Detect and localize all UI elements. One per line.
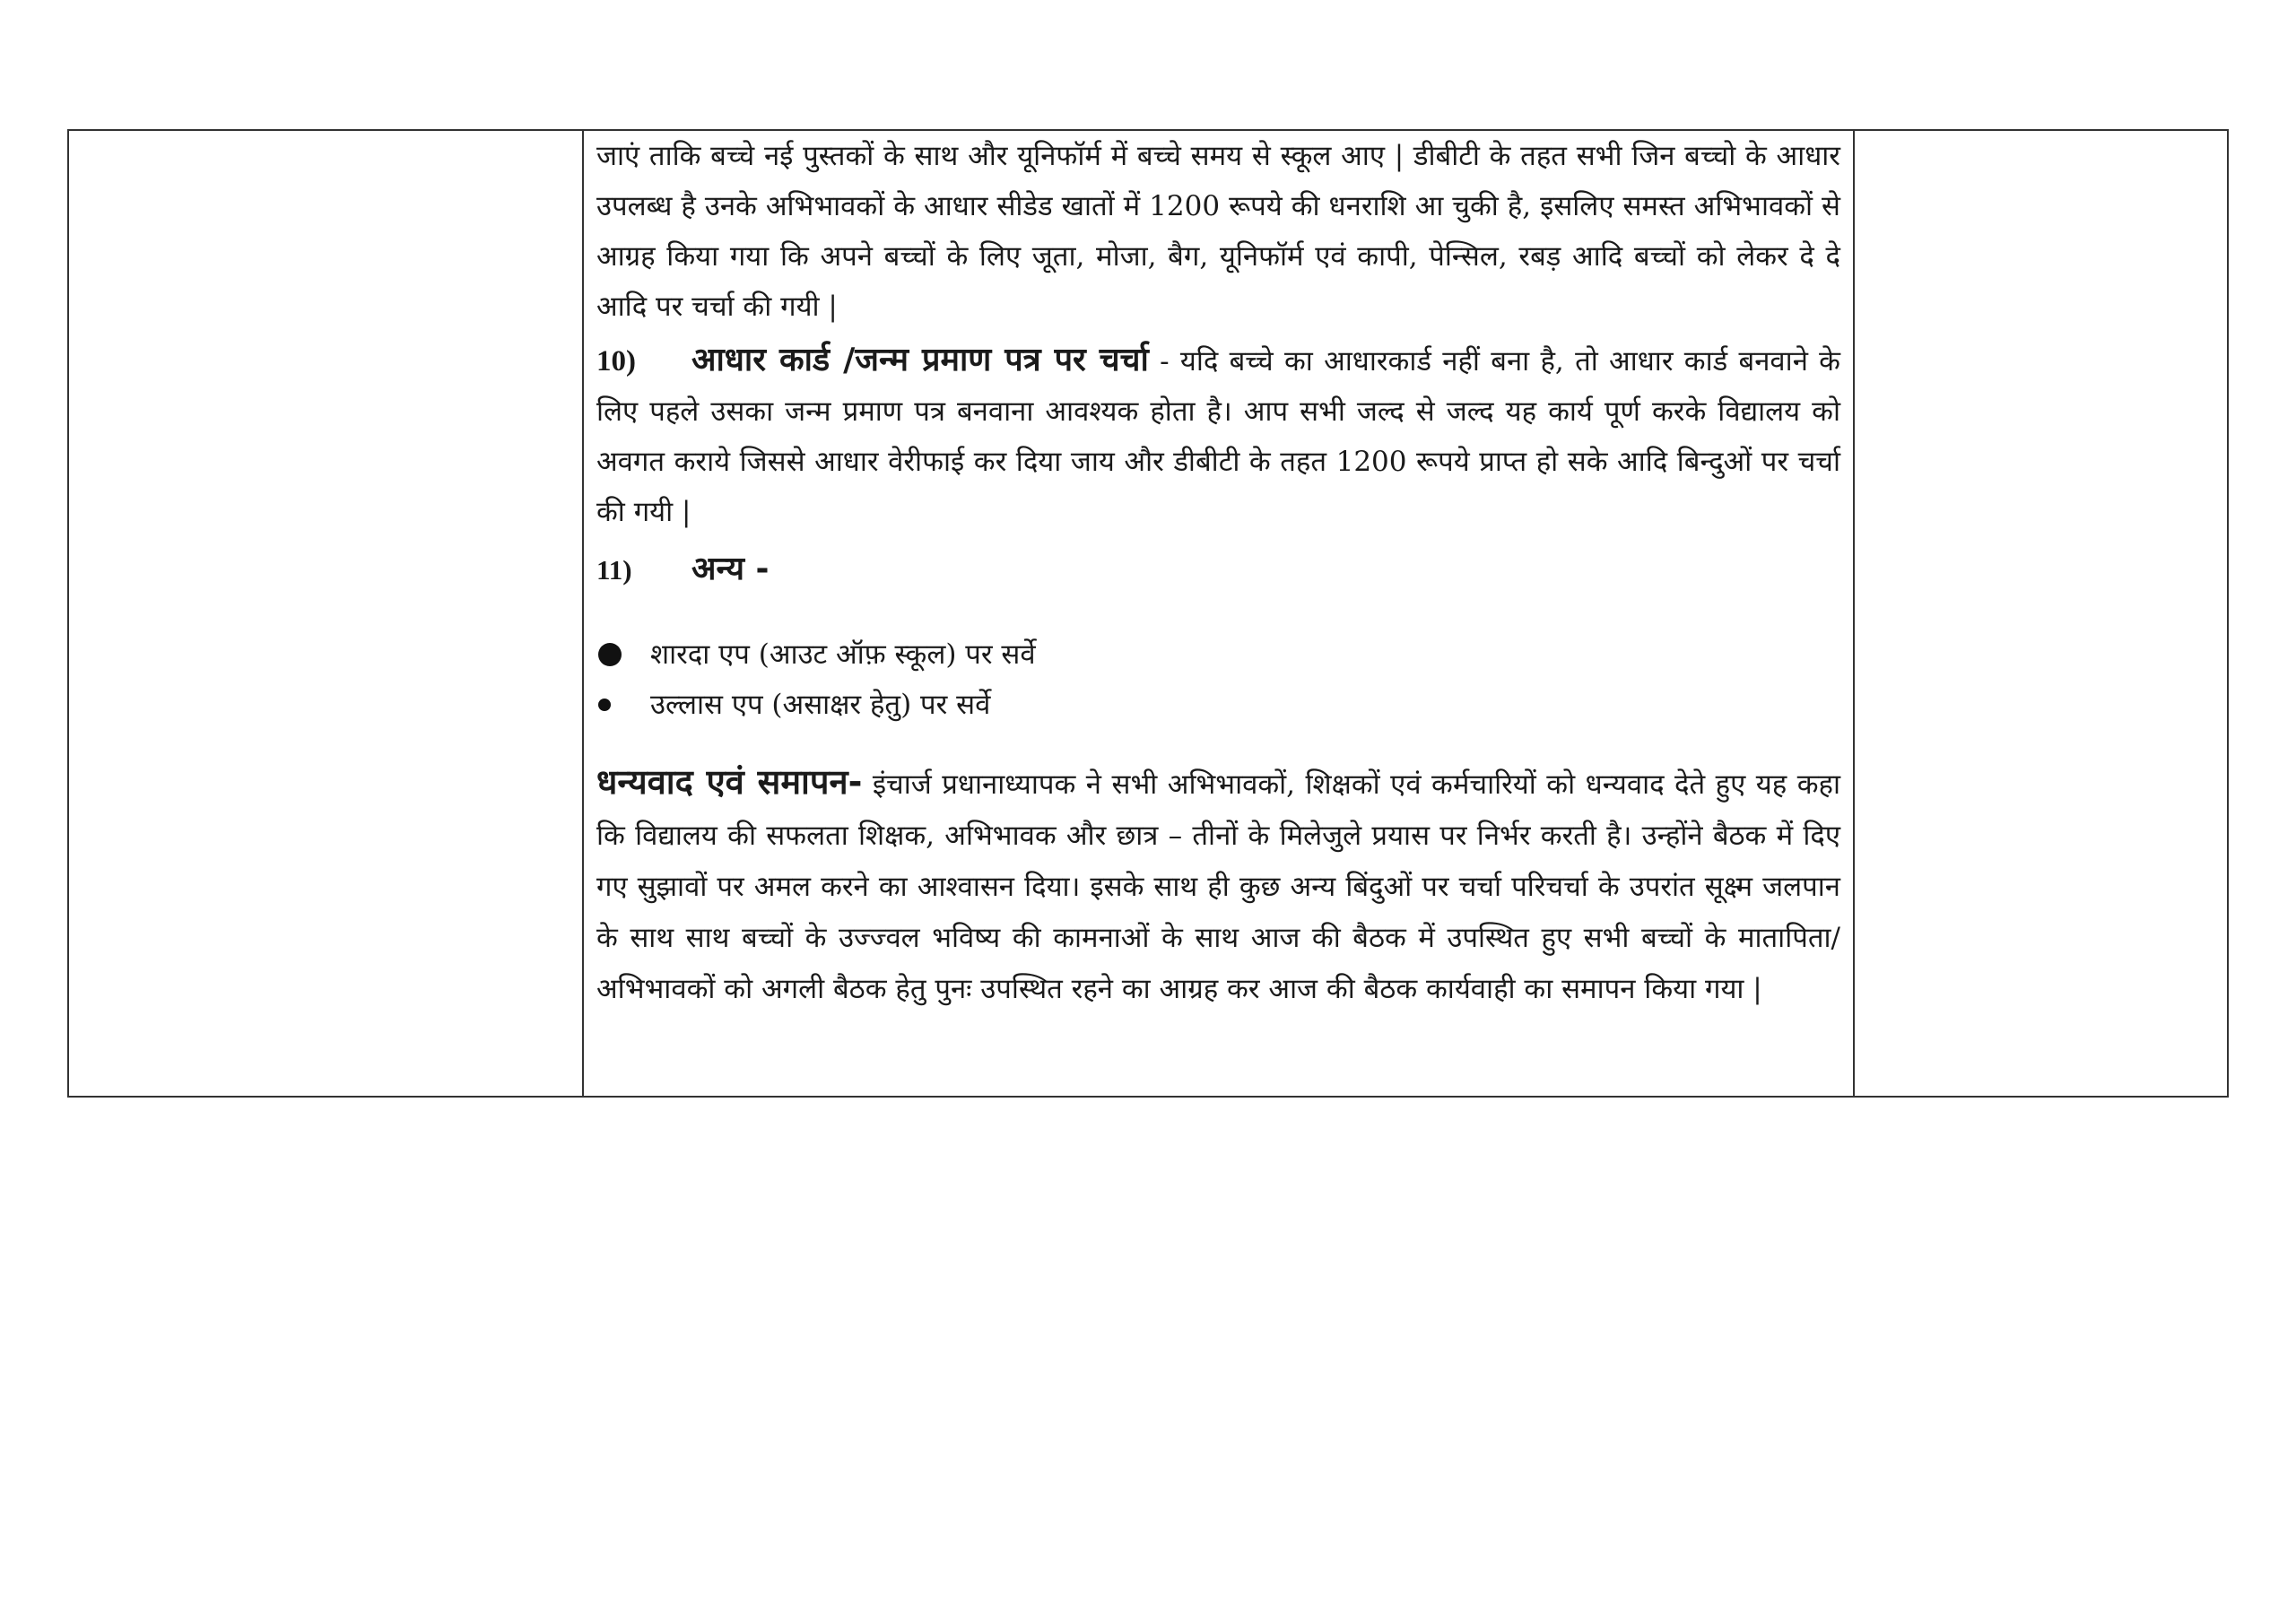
- section-11-number: 11): [596, 554, 632, 586]
- list-item-text: उल्लास एप (असाक्षर हेतु) पर सर्वे: [650, 689, 991, 721]
- closing-text: इंचार्ज प्रधानाध्यापक ने सभी अभिभावकों, शिक्षकों एवं कर्मचारियों को धन्यवाद देते हुए यह कहा कि विद्यालय की सफलता शिक्षक, अभिभावक और छात्र – तीनों के मिलेजुले प्रयास पर निर्भर करती है। उन्होंने बैठक में दिए गए सुझावों पर अमल करने का आश्वासन दिया। इसके साथ ही कुछ अन्य बिंदुओं पर चर्चा परिचर्चा के उपरांत सूक्ष्म जलपान के साथ साथ बच्चों के उज्ज्वल भविष्य की कामनाओं के साथ आज की बैठक में उपस्थित हुए सभी बच्चों के मातापिता/ अभिभावकों को अगली बैठक हेतु पुनः उपस्थित रहने का आग्रह कर आज की बैठक कार्यवाही का समापन किया गया |: [596, 768, 1840, 1005]
- table-right-column: [1855, 131, 2227, 1096]
- bullet-icon: [598, 643, 622, 666]
- closing-paragraph: [596, 757, 1840, 1015]
- section-11-list: [596, 629, 1840, 730]
- minutes-table: [67, 129, 2229, 1098]
- section-11-heading: अन्य -: [691, 551, 770, 587]
- table-left-column: [69, 131, 584, 1096]
- intro-paragraph: जाएं ताकि बच्चे नई पुस्तकों के साथ और यूनिफॉर्म में बच्चे समय से स्कूल आए | डीबीटी के तहत सभी जिन बच्चो के आधार उपलब्ध है उनके अभिभावकों के आधार सीडेड खातों में 1200 रूपये की धनराशि आ चुकी है, इसलिए समस्त अभिभावकों से आग्रह किया गया कि अपने बच्चों के लिए जूता, मोजा, बैग, यूनिफॉर्म एवं कापी, पेन्सिल, रबड़ आदि बच्चों को लेकर दे दे आदि पर चर्चा की गयी |: [596, 140, 1840, 323]
- section-10-heading: आधार कार्ड /जन्म प्रमाण पत्र पर चर्चा: [691, 342, 1149, 378]
- section-11: [596, 541, 1840, 599]
- list-item: [596, 680, 1840, 730]
- section-10-number: 10): [596, 345, 636, 378]
- table-content-column: [584, 131, 1855, 1096]
- list-item: [596, 629, 1840, 680]
- list-item-text: शारदा एप (आउट ऑफ़ स्कूल) पर सर्वे: [650, 638, 1036, 671]
- section-10: [596, 335, 1840, 537]
- section-10-text: - यदि बच्चे का आधारकार्ड नहीं बना है, तो आधार कार्ड बनवाने के लिए पहले उसका जन्म प्रमाण पत्र बनवाना आवश्यक होता है। आप सभी जल्द से जल्द यह कार्य पूर्ण करके विद्यालय को अवगत कराये जिससे आधार वेरीफाई कर दिया जाय और डीबीटी के तहत 1200 रूपये प्राप्त हो सके आदि बिन्दुओं पर चर्चा की गयी |: [596, 345, 1840, 528]
- bullet-icon: [598, 699, 611, 711]
- closing-heading: धन्यवाद एवं समापन-: [596, 762, 863, 802]
